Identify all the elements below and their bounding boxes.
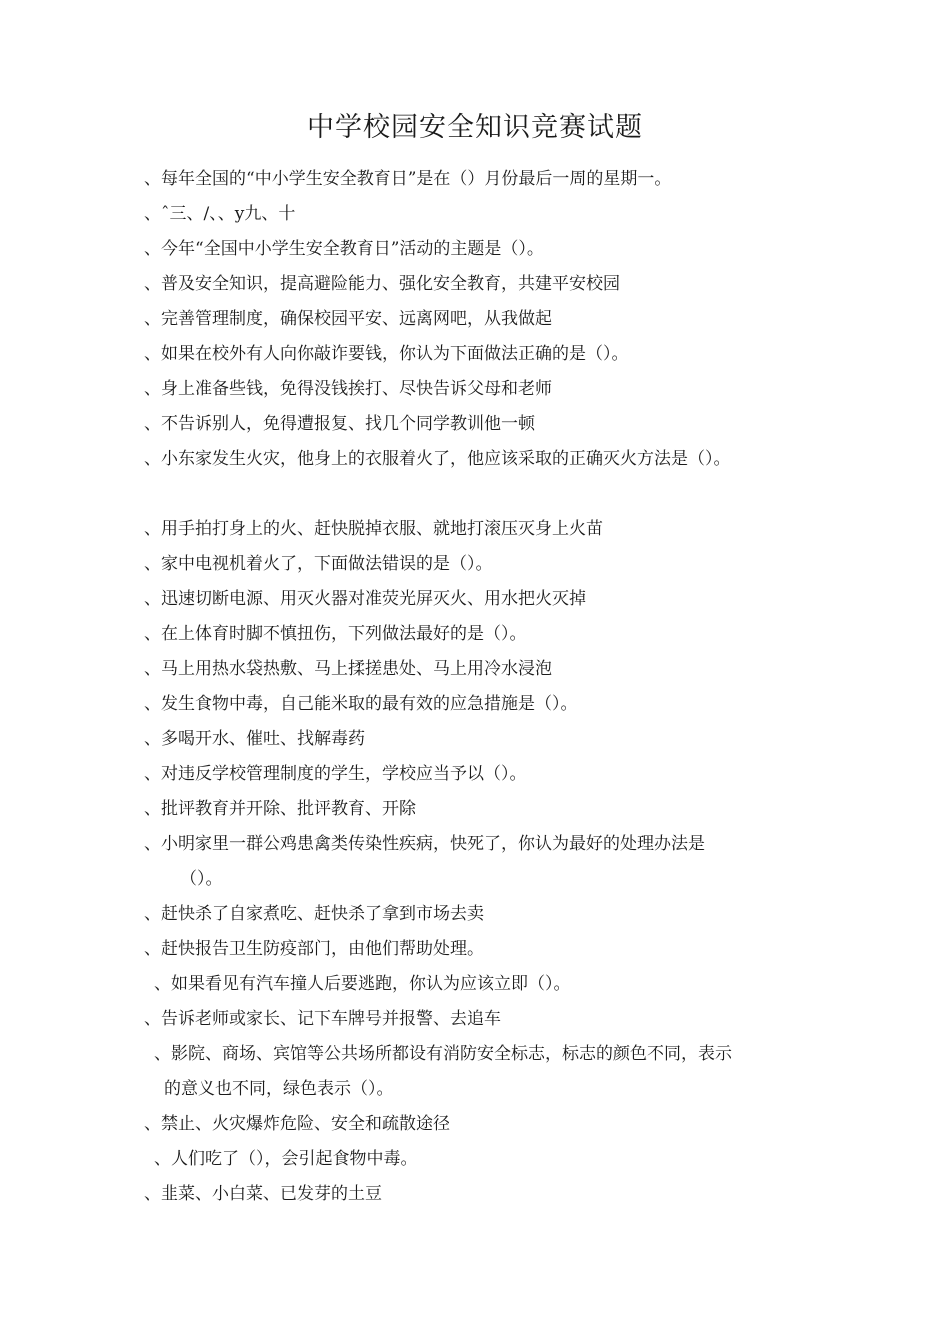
text-line: 、小明家里一群公鸡患禽类传染性疾病，快死了，你认为最好的处理办法是 (144, 834, 705, 854)
text-line: 、今年“全国中小学生安全教育日”活动的主题是（）。 (144, 239, 544, 259)
text-line: 、多喝开水、催吐、找解毒药 (144, 729, 365, 749)
question-list (144, 162, 834, 1212)
text-line: 、对违反学校管理制度的学生，学校应当予以（）。 (144, 764, 527, 784)
text-line: 、小东家发生火灾，他身上的衣服着火了，他应该采取的正确灭火方法是（）。 (144, 449, 731, 469)
text-line: 、如果在校外有人向你敲诈要钱，你认为下面做法正确的是（）。 (144, 344, 629, 364)
blank-line (144, 477, 834, 512)
text-line: 、禁止、火灾爆炸危险、安全和疏散途径 (144, 1114, 450, 1134)
text-line: 、批评教育并开除、批评教育、开除 (144, 799, 416, 819)
text-line: 、迅速切断电源、用灭火器对准荧光屏灭火、用水把火灭掉 (144, 589, 586, 609)
text-line: 、家中电视机着火了，下面做法错误的是（）。 (144, 554, 493, 574)
text-line-continuation: （）。 (180, 869, 223, 889)
text-line: 、普及安全知识，提高避险能力、强化安全教育，共建平安校园 (144, 274, 620, 294)
text-line: 、完善管理制度，确保校园平安、远离网吧，从我做起 (144, 309, 552, 329)
text-line: 、赶快杀了自家煮吃、赶快杀了拿到市场去卖 (144, 904, 484, 924)
text-line: 、赶快报告卫生防疫部门，由他们帮助处理。 (144, 939, 484, 959)
text-line: 、身上准备些钱，免得没钱挨打、尽快告诉父母和老师 (144, 379, 552, 399)
document-title: 中学校园安全知识竞赛试题 (307, 112, 643, 143)
text-line: 、ˆ三、/、、y九、十 (144, 204, 296, 224)
text-line: 、不告诉别人，免得遭报复、找几个同学教训他一顿 (144, 414, 535, 434)
text-line: 、马上用热水袋热敷、马上揉搓患处、马上用冷水浸泡 (144, 659, 552, 679)
text-line-continuation: 的意义也不同，绿色表示（）。 (164, 1079, 394, 1099)
text-line: 、用手拍打身上的火、赶快脱掉衣服、就地打滚压灭身上火苗 (144, 519, 603, 539)
text-line: 、影院、商场、宾馆等公共场所都设有消防安全标志，标志的颜色不同，表示 (154, 1044, 732, 1064)
text-line: 、如果看见有汽车撞人后要逃跑，你认为应该立即（）。 (154, 974, 571, 994)
text-line: 、人们吃了（），会引起食物中毒。 (154, 1149, 418, 1169)
text-line: 、告诉老师或家长、记下车牌号并报警、去追车 (144, 1009, 501, 1029)
text-line: 、发生食物中毒，自己能米取的最有效的应急措施是（）。 (144, 694, 578, 714)
text-line: 、在上体育时脚不慎扭伤，下列做法最好的是（）。 (144, 624, 527, 644)
text-line: 、韭菜、小白菜、已发芽的土豆 (144, 1184, 382, 1204)
text-line: 、每年全国的“中小学生安全教育日”是在（）月份最后一周的星期一。 (144, 169, 672, 189)
